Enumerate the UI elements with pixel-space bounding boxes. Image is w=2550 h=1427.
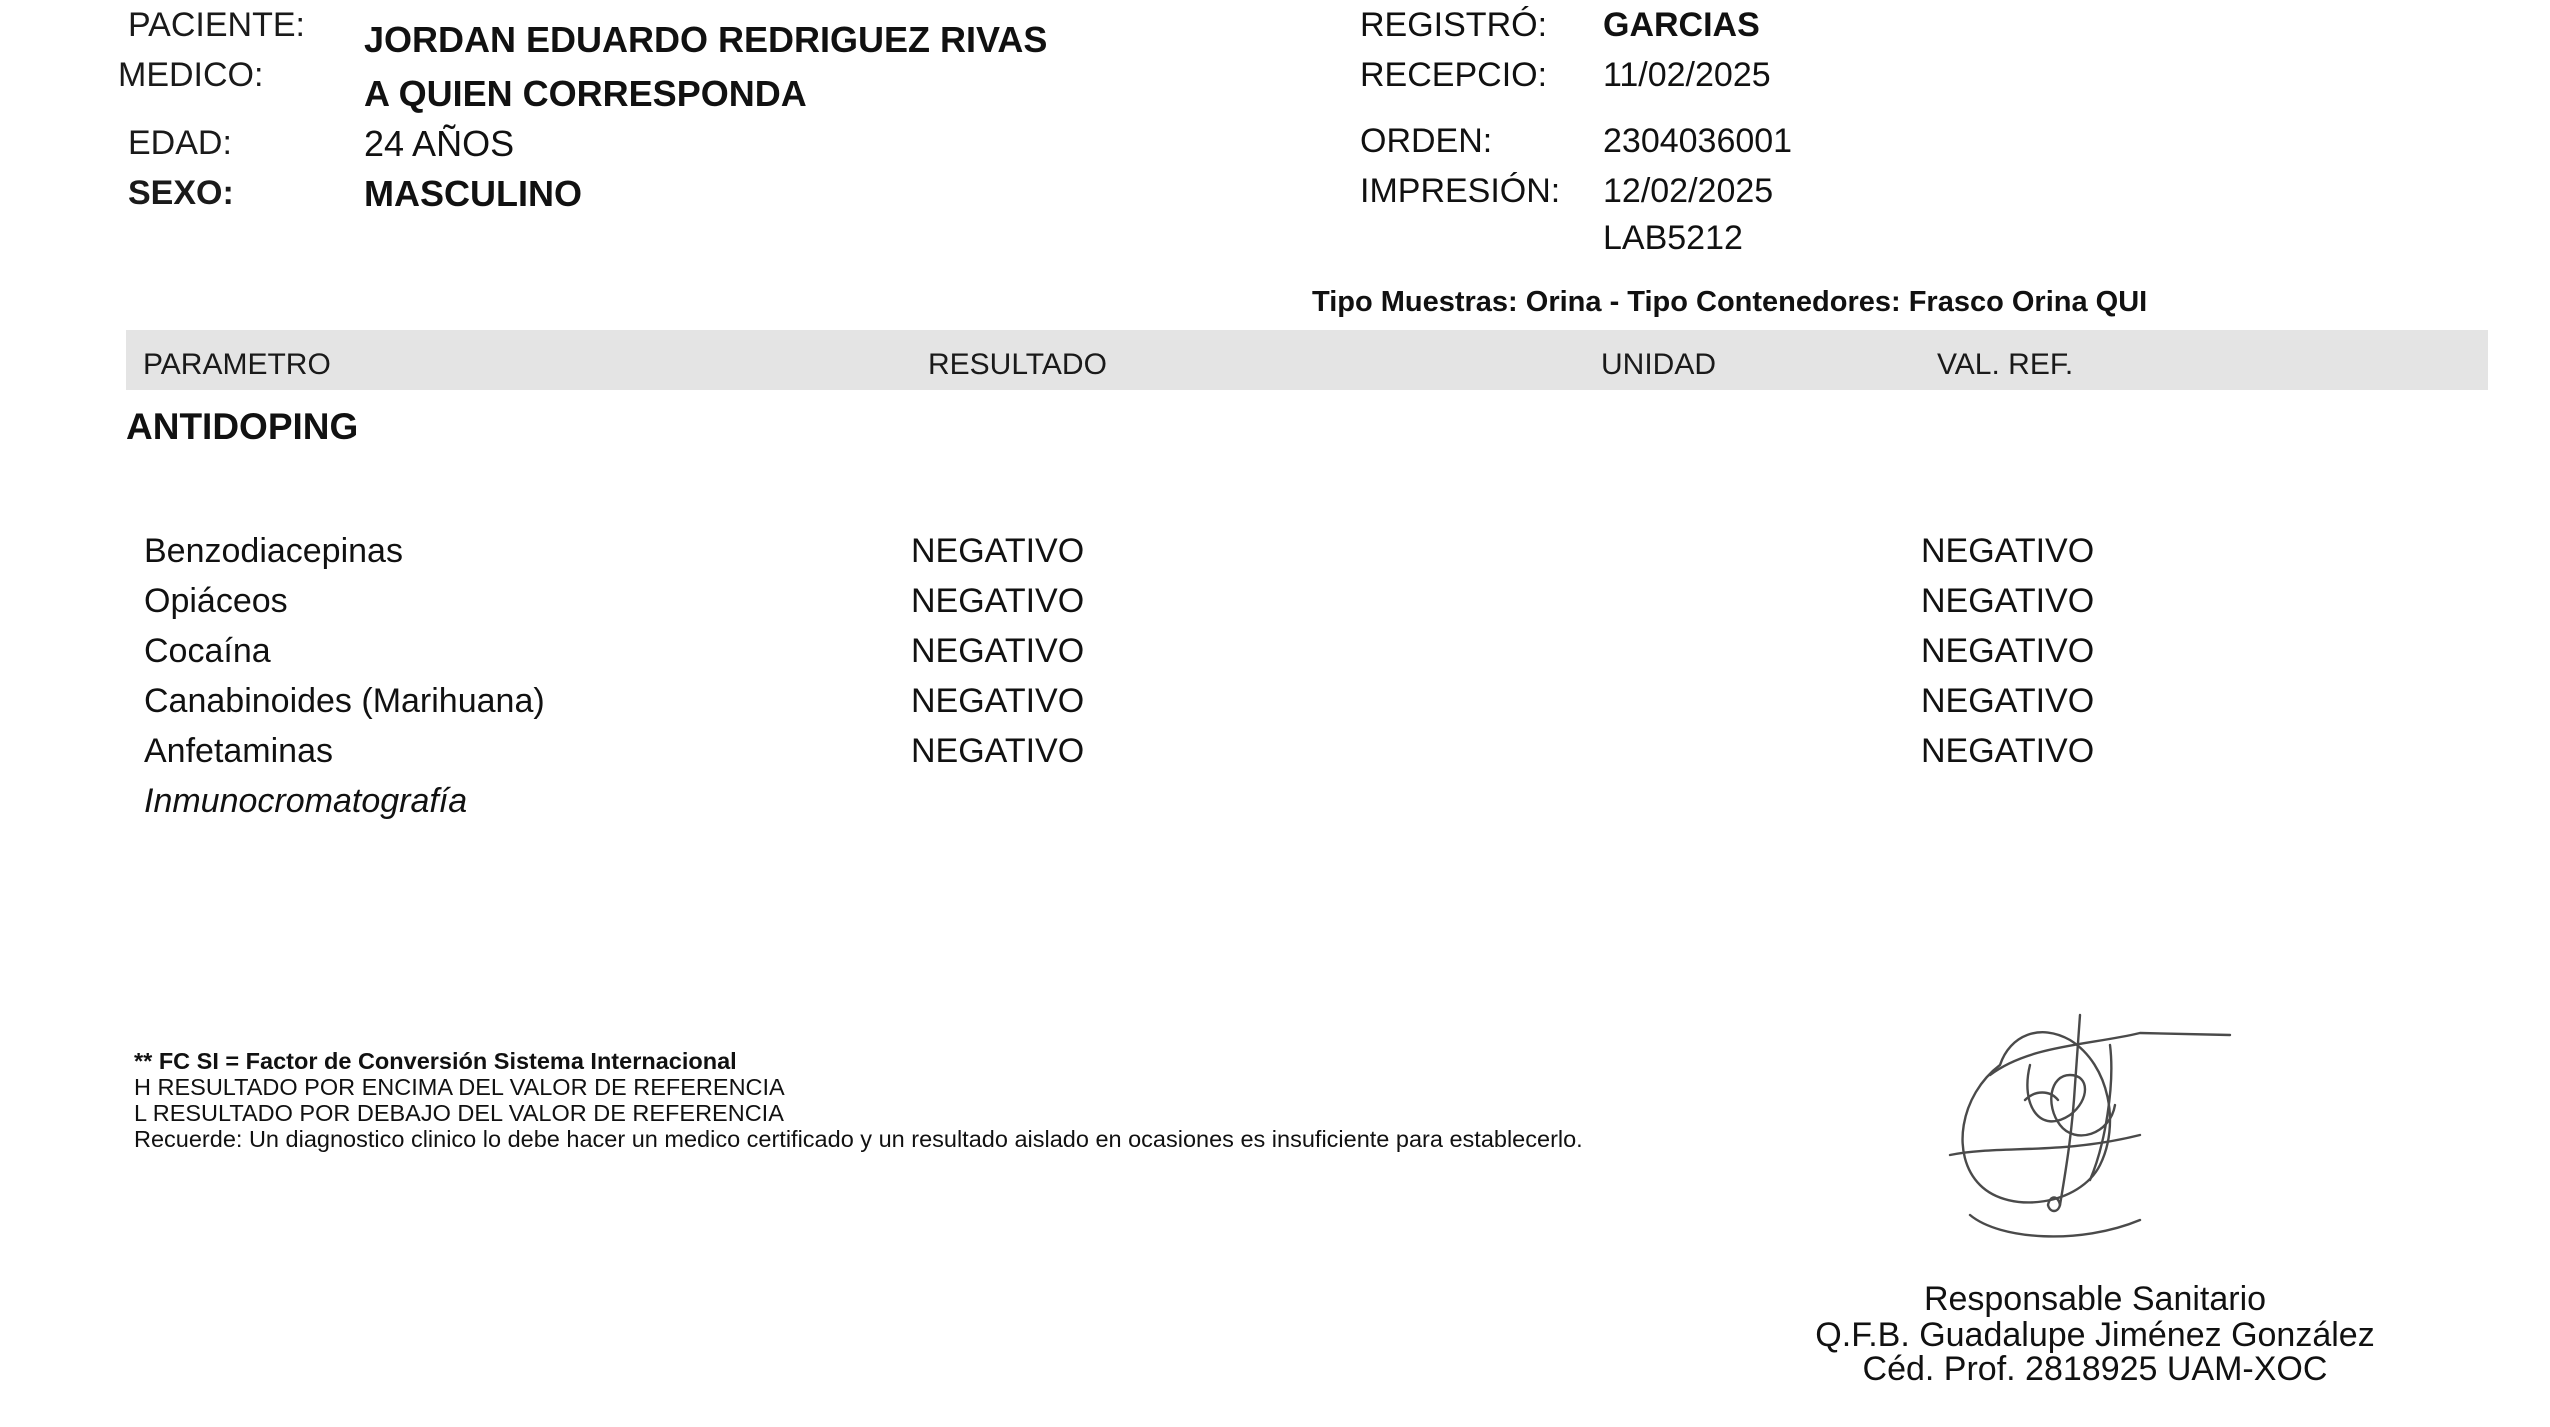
parametro-cell: Anfetaminas <box>144 732 333 770</box>
registro-label: REGISTRÓ: <box>1360 6 1548 44</box>
resultado-cell: NEGATIVO <box>911 682 1085 720</box>
parametro-cell: Cocaína <box>144 632 271 670</box>
sexo-label: SEXO: <box>128 174 234 212</box>
orden-value: 2304036001 <box>1603 122 1793 160</box>
parametro-cell: Opiáceos <box>144 582 288 620</box>
column-header-parametro: PARAMETRO <box>143 348 331 381</box>
note-l: L RESULTADO POR DEBAJO DEL VALOR DE REFERENCIA <box>134 1100 784 1126</box>
paciente-label: PACIENTE: <box>128 6 305 44</box>
signature-image <box>1940 1005 2240 1255</box>
orden-label: ORDEN: <box>1360 122 1493 160</box>
ref-cell: NEGATIVO <box>1921 732 2095 770</box>
ref-cell: NEGATIVO <box>1921 682 2095 720</box>
note-fc-si: ** FC SI = Factor de Conversión Sistema Internacional <box>134 1048 737 1074</box>
column-header-resultado: RESULTADO <box>928 348 1107 381</box>
note-recuerde: Recuerde: Un diagnostico clinico lo debe hacer un medico certificado y un resultado aislado en ocasiones es insuficiente para establecerlo. <box>134 1126 1583 1152</box>
column-header-val-ref: VAL. REF. <box>1937 348 2074 381</box>
ref-cell: NEGATIVO <box>1921 532 2095 570</box>
paciente-value: JORDAN EDUARDO REDRIGUEZ RIVAS <box>364 19 1048 60</box>
parametro-cell: Canabinoides (Marihuana) <box>144 682 545 720</box>
ref-cell: NEGATIVO <box>1921 582 2095 620</box>
ref-cell: NEGATIVO <box>1921 632 2095 670</box>
responsible-name: Q.F.B. Guadalupe Jiménez González <box>1815 1316 2375 1354</box>
recepcio-value: 11/02/2025 <box>1603 56 1771 94</box>
lab-code: LAB5212 <box>1603 219 1743 257</box>
method-note: Inmunocromatografía <box>144 782 468 820</box>
section-title: ANTIDOPING <box>126 406 359 447</box>
responsible-title: Responsable Sanitario <box>1923 1280 2267 1318</box>
resultado-cell: NEGATIVO <box>911 582 1085 620</box>
impresion-label: IMPRESIÓN: <box>1360 172 1561 210</box>
note-h: H RESULTADO POR ENCIMA DEL VALOR DE REFERENCIA <box>134 1074 785 1100</box>
resultado-cell: NEGATIVO <box>911 532 1085 570</box>
sample-info: Tipo Muestras: Orina - Tipo Contenedores: Frasco Orina QUI <box>1312 286 2148 318</box>
registro-value: GARCIAS <box>1603 6 1760 44</box>
recepcio-label: RECEPCIO: <box>1360 56 1548 94</box>
impresion-value: 12/02/2025 <box>1603 172 1774 210</box>
responsible-license: Céd. Prof. 2818925 UAM-XOC <box>1862 1350 2328 1388</box>
medico-label: MEDICO: <box>118 56 264 94</box>
medico-value: A QUIEN CORRESPONDA <box>364 73 807 114</box>
table-header-band <box>126 330 2488 390</box>
resultado-cell: NEGATIVO <box>911 632 1085 670</box>
edad-value: 24 AÑOS <box>364 123 515 164</box>
sexo-value: MASCULINO <box>364 173 582 214</box>
edad-label: EDAD: <box>128 124 232 162</box>
column-header-unidad: UNIDAD <box>1601 348 1717 381</box>
parametro-cell: Benzodiacepinas <box>144 532 403 570</box>
resultado-cell: NEGATIVO <box>911 732 1085 770</box>
